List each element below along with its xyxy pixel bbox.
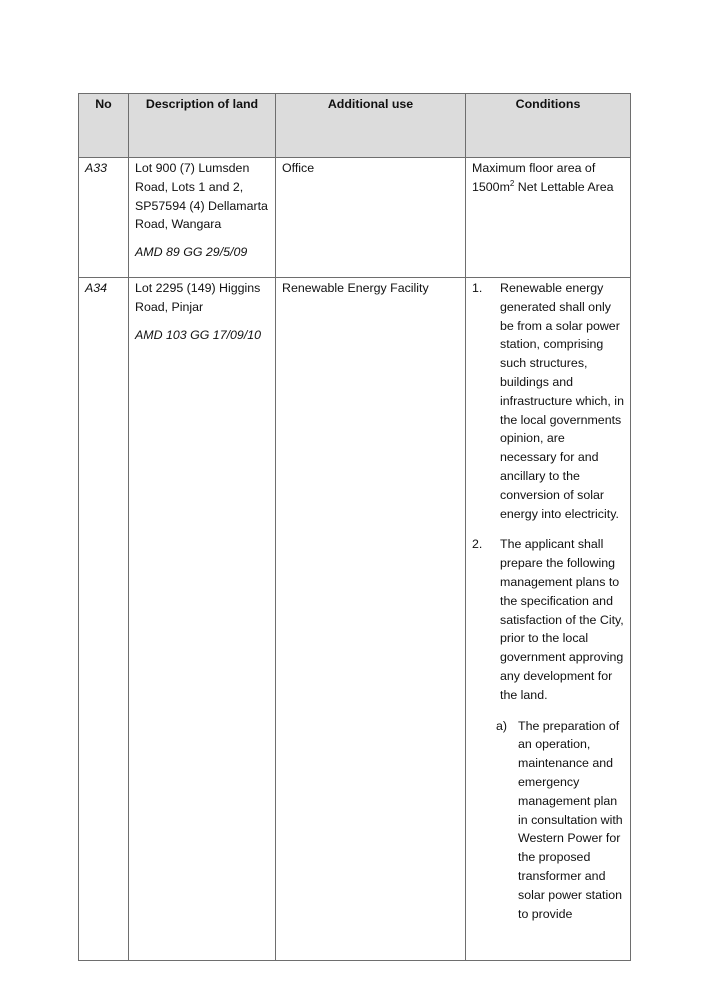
additional-use: Renewable Energy Facility [276,278,466,961]
condition-text-end: Net Lettable Area [514,179,614,194]
table-header-row [79,94,631,158]
land-description [129,278,276,961]
description-text: Lot 900 (7) Lumsden Road, Lots 1 and 2, SP57594 (4) Dellamarta Road, Wangara [135,161,268,232]
amendment-reference: AMD 103 GG 17/09/10 [135,327,262,342]
header-conditions: Conditions [466,94,631,158]
item-marker: 2. [472,537,483,552]
header-additional-use: Additional use [276,94,466,158]
table-row [79,278,631,961]
row-number: A34 [79,278,129,961]
condition-text: Maximum floor area of 1500m [472,161,596,194]
superscript: 2 [509,178,515,188]
additional-use: Office [276,158,466,278]
item-marker: 1. [472,281,483,295]
additional-uses-table [78,93,631,961]
table-row [79,158,631,278]
description-text: Lot 2295 (149) Higgins Road, Pinjar [135,281,261,314]
condition-sub-item [496,717,624,924]
conditions [466,158,631,278]
row-number: A33 [79,158,129,278]
item-text: The applicant shall prepare the following management plans to the specification and satisfaction of the City, prior to the local government approving any development for the land. [500,537,624,702]
item-text: Renewable energy generated shall only be from a solar power station, comprising such structures, buildings and infrastructure which, in the local governments opinion, are necessary for and ancillary to the conversion of solar energy into electricity. [500,281,624,521]
conditions [466,278,631,961]
sub-item-marker: a) [496,718,508,733]
condition-item [472,279,624,523]
sub-item-text: The preparation of an operation, maintenance and emergency management plan in consultation with Western Power for the proposed transformer and solar power station to provide [518,718,623,921]
amendment-reference: AMD 89 GG 29/5/09 [135,245,248,260]
header-no: No [79,94,129,158]
land-description [129,158,276,278]
header-description: Description of land [129,94,276,158]
condition-item [472,535,624,704]
